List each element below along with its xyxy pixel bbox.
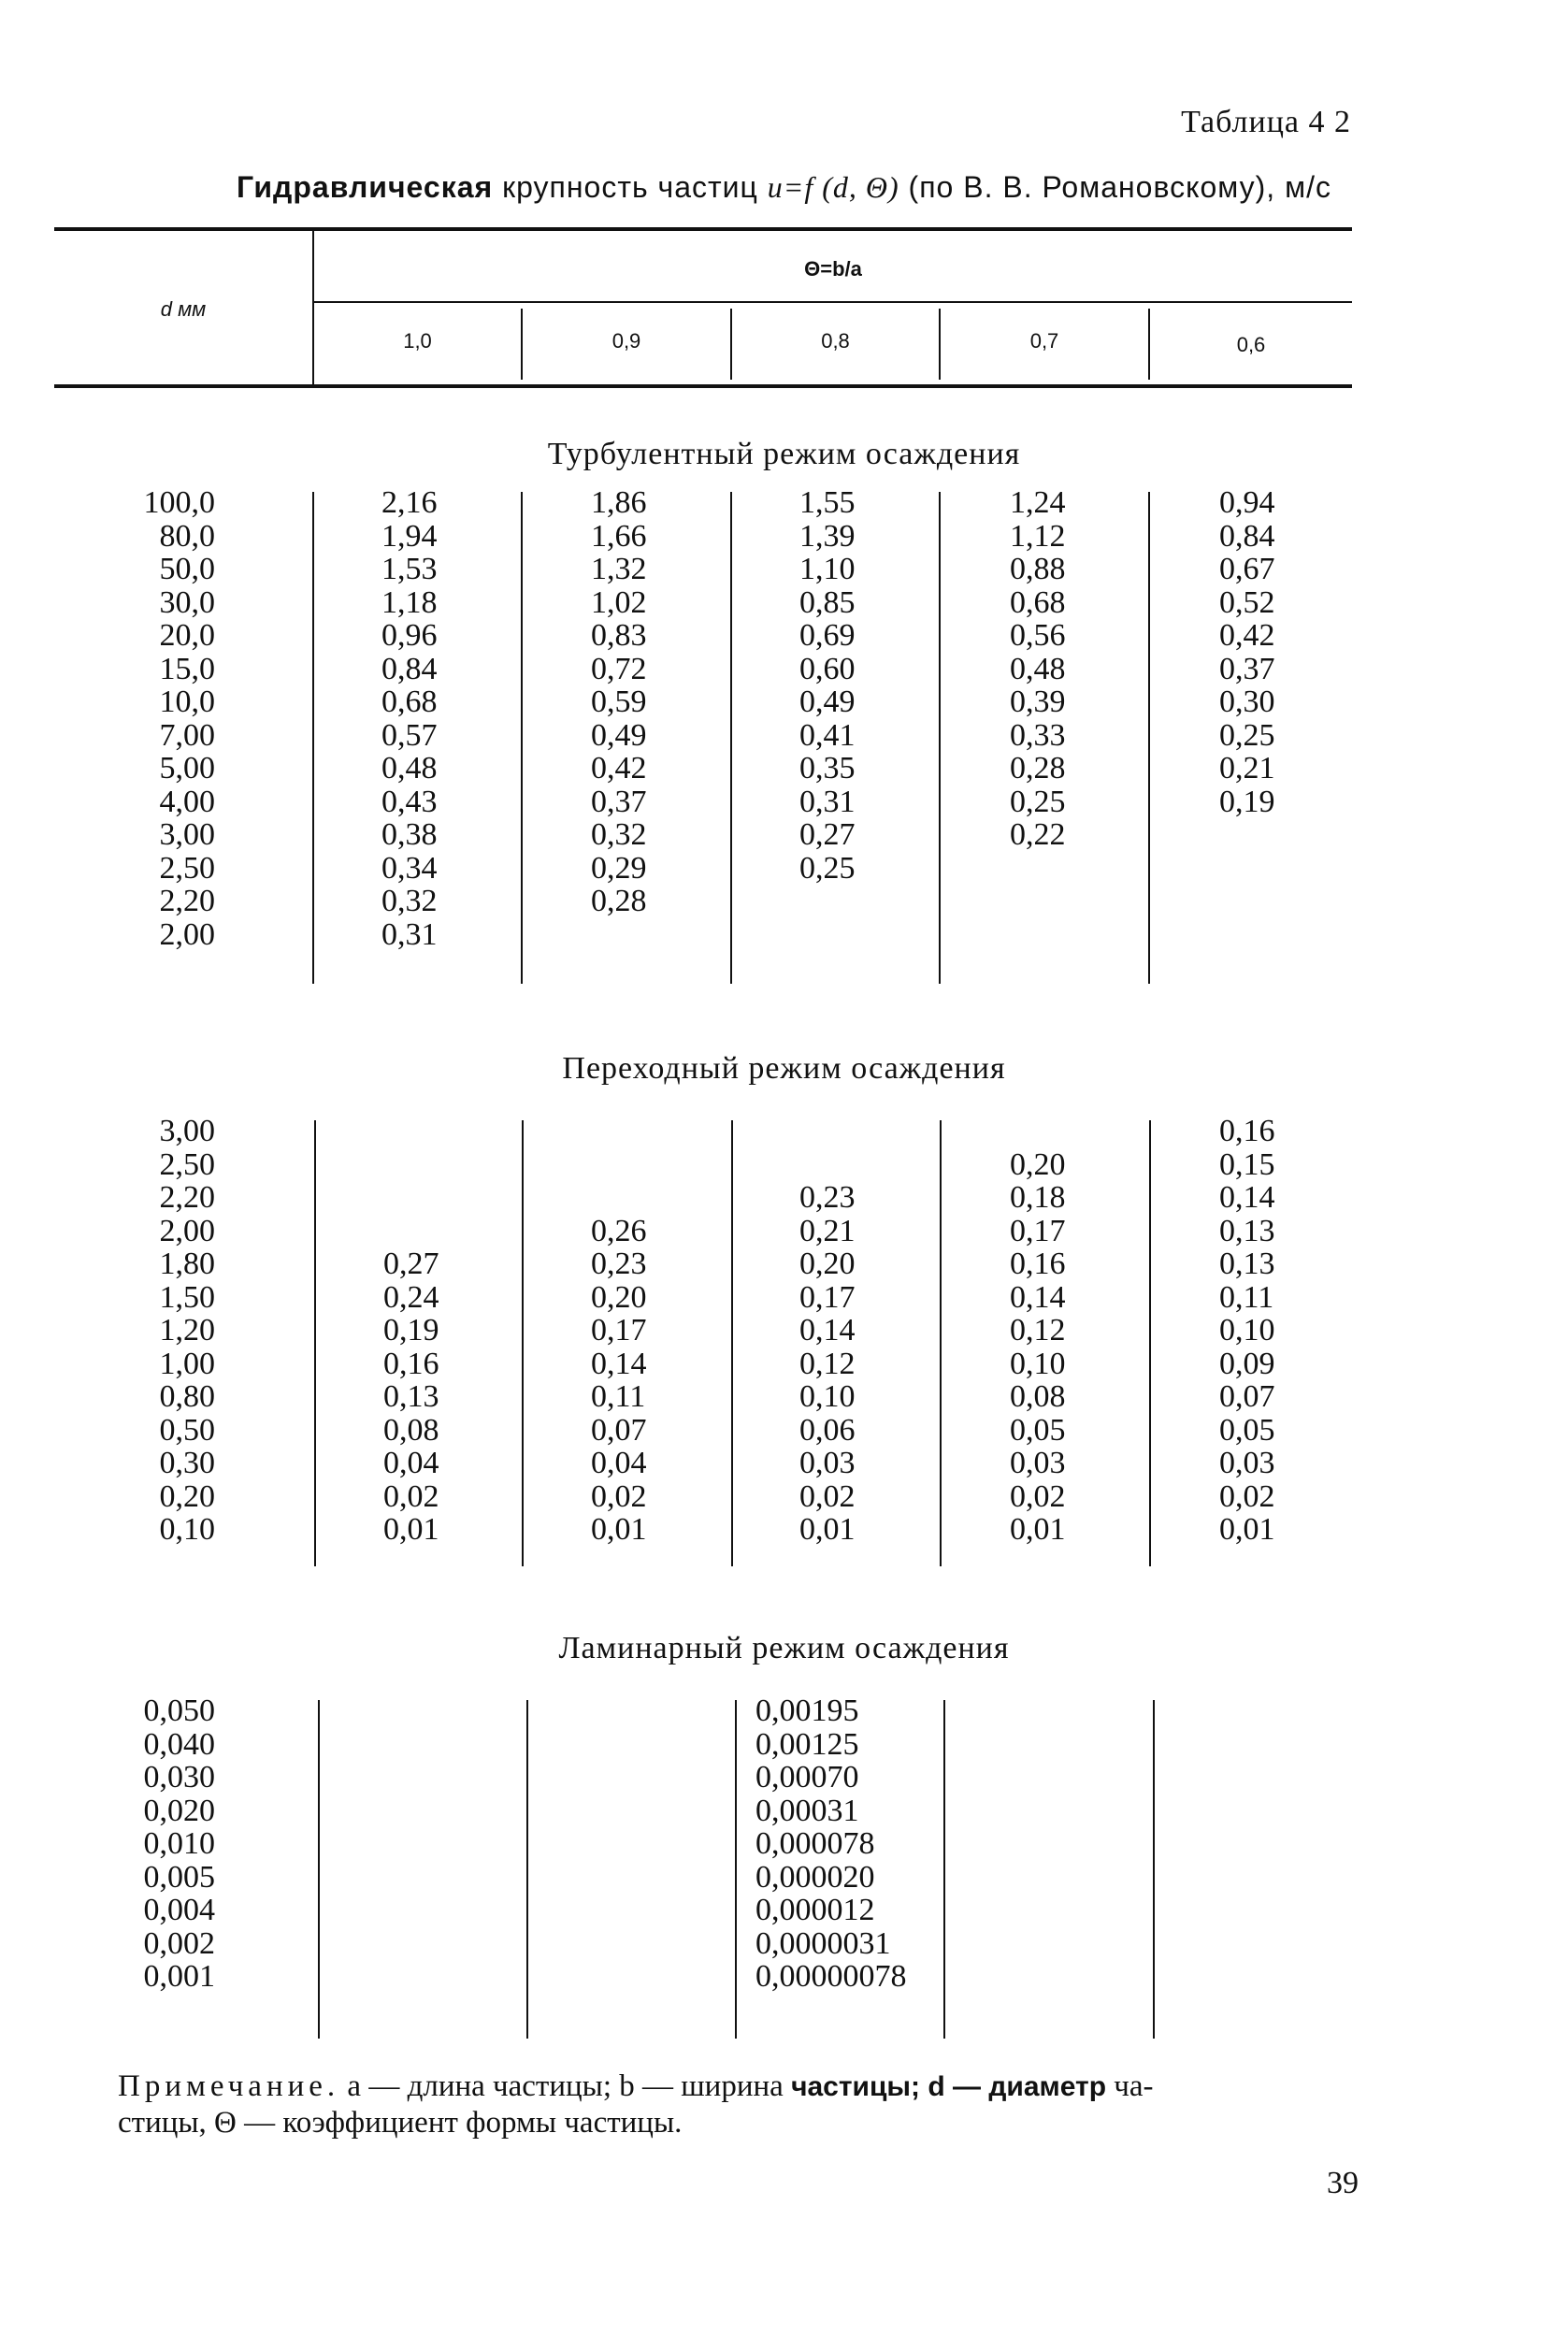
u-value: 1,55 [799,485,856,520]
u-value: 0,03 [1219,1446,1275,1480]
u-value: 0,0000031 [755,1925,891,1961]
u-value: 0,11 [591,1379,646,1414]
d-value: 3,00 [159,1114,215,1148]
u-value: 0,13 [1219,1247,1275,1281]
u-value: 1,24 [1010,485,1066,520]
u-value: 0,06 [799,1412,856,1448]
section-title-turbulent: Турбулентный режим осаждения [547,437,1021,471]
u-value: 0,17 [1010,1213,1066,1248]
u-value: 0,28 [591,884,647,918]
u-value: 0,27 [383,1247,439,1281]
u-value: 0,68 [381,685,438,719]
u-value: 0,96 [381,618,438,653]
u-value: 0,01 [799,1512,856,1547]
u-value: 0,05 [1010,1412,1066,1448]
section-1-divider-1 [522,1120,524,1566]
u-value: 0,04 [383,1446,439,1480]
u-value: 0,13 [1219,1213,1275,1248]
u-value: 0,84 [381,651,438,686]
section-2-divider-4 [1153,1700,1155,2039]
d-value: 5,00 [159,751,215,786]
u-value: 0,31 [799,784,856,819]
u-value: 0,30 [1219,685,1275,719]
u-value: 0,85 [799,584,856,620]
u-value: 0,49 [799,685,856,719]
u-value: 0,69 [799,618,856,653]
d-value: 1,80 [159,1247,215,1281]
u-value: 1,39 [799,518,856,554]
u-value: 0,17 [591,1313,647,1348]
d-value: 0,20 [159,1478,215,1514]
d-value: 2,00 [159,916,215,952]
u-value: 0,16 [1219,1114,1275,1148]
section-title-laminar: Ламинарный режим осаждения [558,1631,1010,1665]
d-value: 30,0 [159,584,215,620]
u-value: 0,57 [381,717,438,753]
section-2-divider-3 [943,1700,945,2039]
col-header-2: 0,9 [611,329,641,353]
u-value: 0,94 [1219,485,1275,520]
d-value: 50,0 [159,552,215,586]
u-value: 0,00000078 [755,1959,907,1994]
d-value: 0,004 [143,1893,215,1927]
u-value: 0,67 [1219,552,1275,586]
section-1-divider-3 [940,1120,942,1566]
u-value: 1,12 [1010,518,1066,554]
title-source: (по В. В. Романовскому), м/с [899,170,1331,204]
u-value: 0,60 [799,651,856,686]
u-value: 0,25 [799,850,856,886]
section-1-divider-0 [314,1120,316,1566]
u-value: 0,000078 [755,1826,875,1861]
u-value: 0,10 [1219,1313,1275,1348]
section-0-divider-3 [939,492,941,984]
note-part2: ча- [1106,2069,1154,2103]
section-0-divider-0 [312,492,314,984]
d-value: 2,20 [159,1180,215,1215]
header-divider-d [312,231,314,384]
u-value: 0,00125 [755,1726,859,1762]
u-value: 0,21 [799,1213,856,1248]
theta-header: Θ=b/a [804,257,862,281]
col-header-5: 0,6 [1236,333,1266,356]
u-value: 0,01 [591,1512,647,1547]
u-value: 0,01 [1219,1512,1275,1547]
u-value: 0,22 [1010,817,1066,852]
section-2-divider-2 [735,1700,737,2039]
u-value: 0,39 [1010,685,1066,719]
u-value: 0,16 [383,1346,439,1381]
u-value: 0,20 [591,1279,647,1315]
u-value: 0,02 [799,1478,856,1514]
u-value: 0,20 [799,1247,856,1281]
d-value: 0,30 [159,1446,215,1480]
d-value: 0,50 [159,1412,215,1448]
u-value: 0,24 [383,1279,439,1315]
u-value: 0,72 [591,651,647,686]
u-value: 0,88 [1010,552,1066,586]
u-value: 0,68 [1010,584,1066,620]
section-2-divider-1 [526,1700,528,2039]
d-value: 1,20 [159,1313,215,1348]
u-value: 0,20 [1010,1146,1066,1182]
u-value: 1,18 [381,584,438,620]
d-value: 20,0 [159,618,215,653]
u-value: 0,000020 [755,1859,875,1895]
u-value: 0,26 [591,1213,647,1248]
col-header-4: 0,7 [1029,329,1059,353]
title-bold: Гидравлическая [237,170,494,204]
u-value: 1,02 [591,584,647,620]
d-value: 7,00 [159,717,215,753]
table-number: Таблица 4 2 [1181,105,1351,139]
u-value: 0,10 [1010,1346,1066,1381]
u-value: 0,49 [591,717,647,753]
u-value: 2,16 [381,485,438,520]
page-number: 39 [1327,2166,1359,2200]
section-0-divider-1 [521,492,523,984]
d-value: 1,00 [159,1346,215,1381]
title-formula: u=f (d, Θ) [767,170,899,204]
u-value: 0,16 [1010,1247,1066,1281]
d-value: 10,0 [159,685,215,719]
u-value: 0,29 [591,850,647,886]
u-value: 0,14 [1219,1180,1275,1215]
table-title [0,170,1568,205]
d-value: 0,002 [143,1925,215,1961]
u-value: 0,27 [799,817,856,852]
d-value: 0,050 [143,1694,215,1728]
u-value: 1,32 [591,552,647,586]
u-value: 0,23 [591,1247,647,1281]
d-value: 3,00 [159,817,215,852]
d-value: 100,0 [143,485,215,520]
u-value: 0,33 [1010,717,1066,753]
u-value: 0,37 [591,784,647,819]
d-value: 2,20 [159,884,215,918]
d-value: 2,50 [159,1146,215,1182]
section-0-divider-2 [730,492,732,984]
u-value: 0,28 [1010,751,1066,786]
u-value: 0,17 [799,1279,856,1315]
u-value: 0,48 [381,751,438,786]
u-value: 0,02 [1010,1478,1066,1514]
u-value: 0,08 [383,1412,439,1448]
u-value: 1,86 [591,485,647,520]
d-value: 0,80 [159,1379,215,1414]
u-value: 0,15 [1219,1146,1275,1182]
d-value: 0,10 [159,1512,215,1547]
u-value: 0,10 [799,1379,856,1414]
u-value: 0,19 [383,1313,439,1348]
theta-underline [314,301,1352,303]
table-note [118,2068,1361,2141]
u-value: 0,000012 [755,1893,875,1927]
d-value: 0,030 [143,1760,215,1794]
u-value: 1,94 [381,518,438,554]
u-value: 0,12 [1010,1313,1066,1348]
u-value: 0,31 [381,916,438,952]
section-title-transitional: Переходный режим осаждения [562,1051,1006,1086]
note-part1: a — длина частицы; b — ширина [339,2069,792,2103]
u-value: 0,12 [799,1346,856,1381]
u-value: 0,35 [799,751,856,786]
note-label: Примечание. [118,2069,340,2103]
u-value: 0,02 [383,1478,439,1514]
u-value: 0,00195 [755,1694,859,1728]
d-value: 0,040 [143,1726,215,1762]
u-value: 0,18 [1010,1180,1066,1215]
u-value: 0,83 [591,618,647,653]
u-value: 0,25 [1219,717,1275,753]
u-value: 0,41 [799,717,856,753]
u-value: 0,19 [1219,784,1275,819]
d-value: 0,005 [143,1859,215,1895]
u-value: 0,04 [591,1446,647,1480]
u-value: 0,09 [1219,1346,1275,1381]
u-value: 0,32 [381,884,438,918]
u-value: 0,11 [1219,1279,1274,1315]
u-value: 0,08 [1010,1379,1066,1414]
u-value: 0,07 [591,1412,647,1448]
u-value: 0,56 [1010,618,1066,653]
u-value: 0,25 [1010,784,1066,819]
d-value: 0,010 [143,1826,215,1861]
d-value: 0,020 [143,1793,215,1828]
u-value: 0,00031 [755,1793,859,1828]
u-value: 0,48 [1010,651,1066,686]
col-header-3: 0,8 [821,329,850,353]
u-value: 1,66 [591,518,647,554]
section-1-divider-4 [1149,1120,1151,1566]
section-0-divider-4 [1148,492,1150,984]
d-value: 2,50 [159,850,215,886]
u-value: 0,03 [799,1446,856,1480]
title-rest: крупность частиц [493,170,768,204]
section-1-divider-2 [731,1120,733,1566]
d-value: 2,00 [159,1213,215,1248]
u-value: 0,01 [383,1512,439,1547]
u-value: 0,07 [1219,1379,1275,1414]
u-value: 1,10 [799,552,856,586]
u-value: 0,14 [591,1346,647,1381]
u-value: 0,52 [1219,584,1275,620]
u-value: 0,34 [381,850,438,886]
col-header-1: 1,0 [403,329,432,353]
u-value: 0,14 [1010,1279,1066,1315]
u-value: 0,13 [383,1379,439,1414]
u-value: 0,37 [1219,651,1275,686]
u-value: 0,21 [1219,751,1275,786]
u-value: 0,05 [1219,1412,1275,1448]
u-value: 0,01 [1010,1512,1066,1547]
section-2-divider-0 [318,1700,320,2039]
note-bold: частицы; d — диаметр [791,2071,1107,2102]
u-value: 0,84 [1219,518,1275,554]
u-value: 0,43 [381,784,438,819]
d-value: 80,0 [159,518,215,554]
u-value: 0,42 [1219,618,1275,653]
u-value: 0,00070 [755,1760,859,1794]
u-value: 0,59 [591,685,647,719]
u-value: 0,23 [799,1180,856,1215]
d-value: 1,50 [159,1279,215,1315]
d-value: 4,00 [159,784,215,819]
u-value: 0,32 [591,817,647,852]
u-value: 0,38 [381,817,438,852]
u-value: 0,02 [1219,1478,1275,1514]
note-line2: стицы, Θ — коэффициент формы частицы. [118,2106,683,2140]
u-value: 0,03 [1010,1446,1066,1480]
u-value: 0,14 [799,1313,856,1348]
header-bottom-rule [54,384,1352,388]
u-value: 1,53 [381,552,438,586]
d-header: d мм [160,297,207,321]
d-value: 0,001 [143,1959,215,1994]
top-rule [54,227,1352,231]
d-value: 15,0 [159,651,215,686]
u-value: 0,42 [591,751,647,786]
u-value: 0,02 [591,1478,647,1514]
